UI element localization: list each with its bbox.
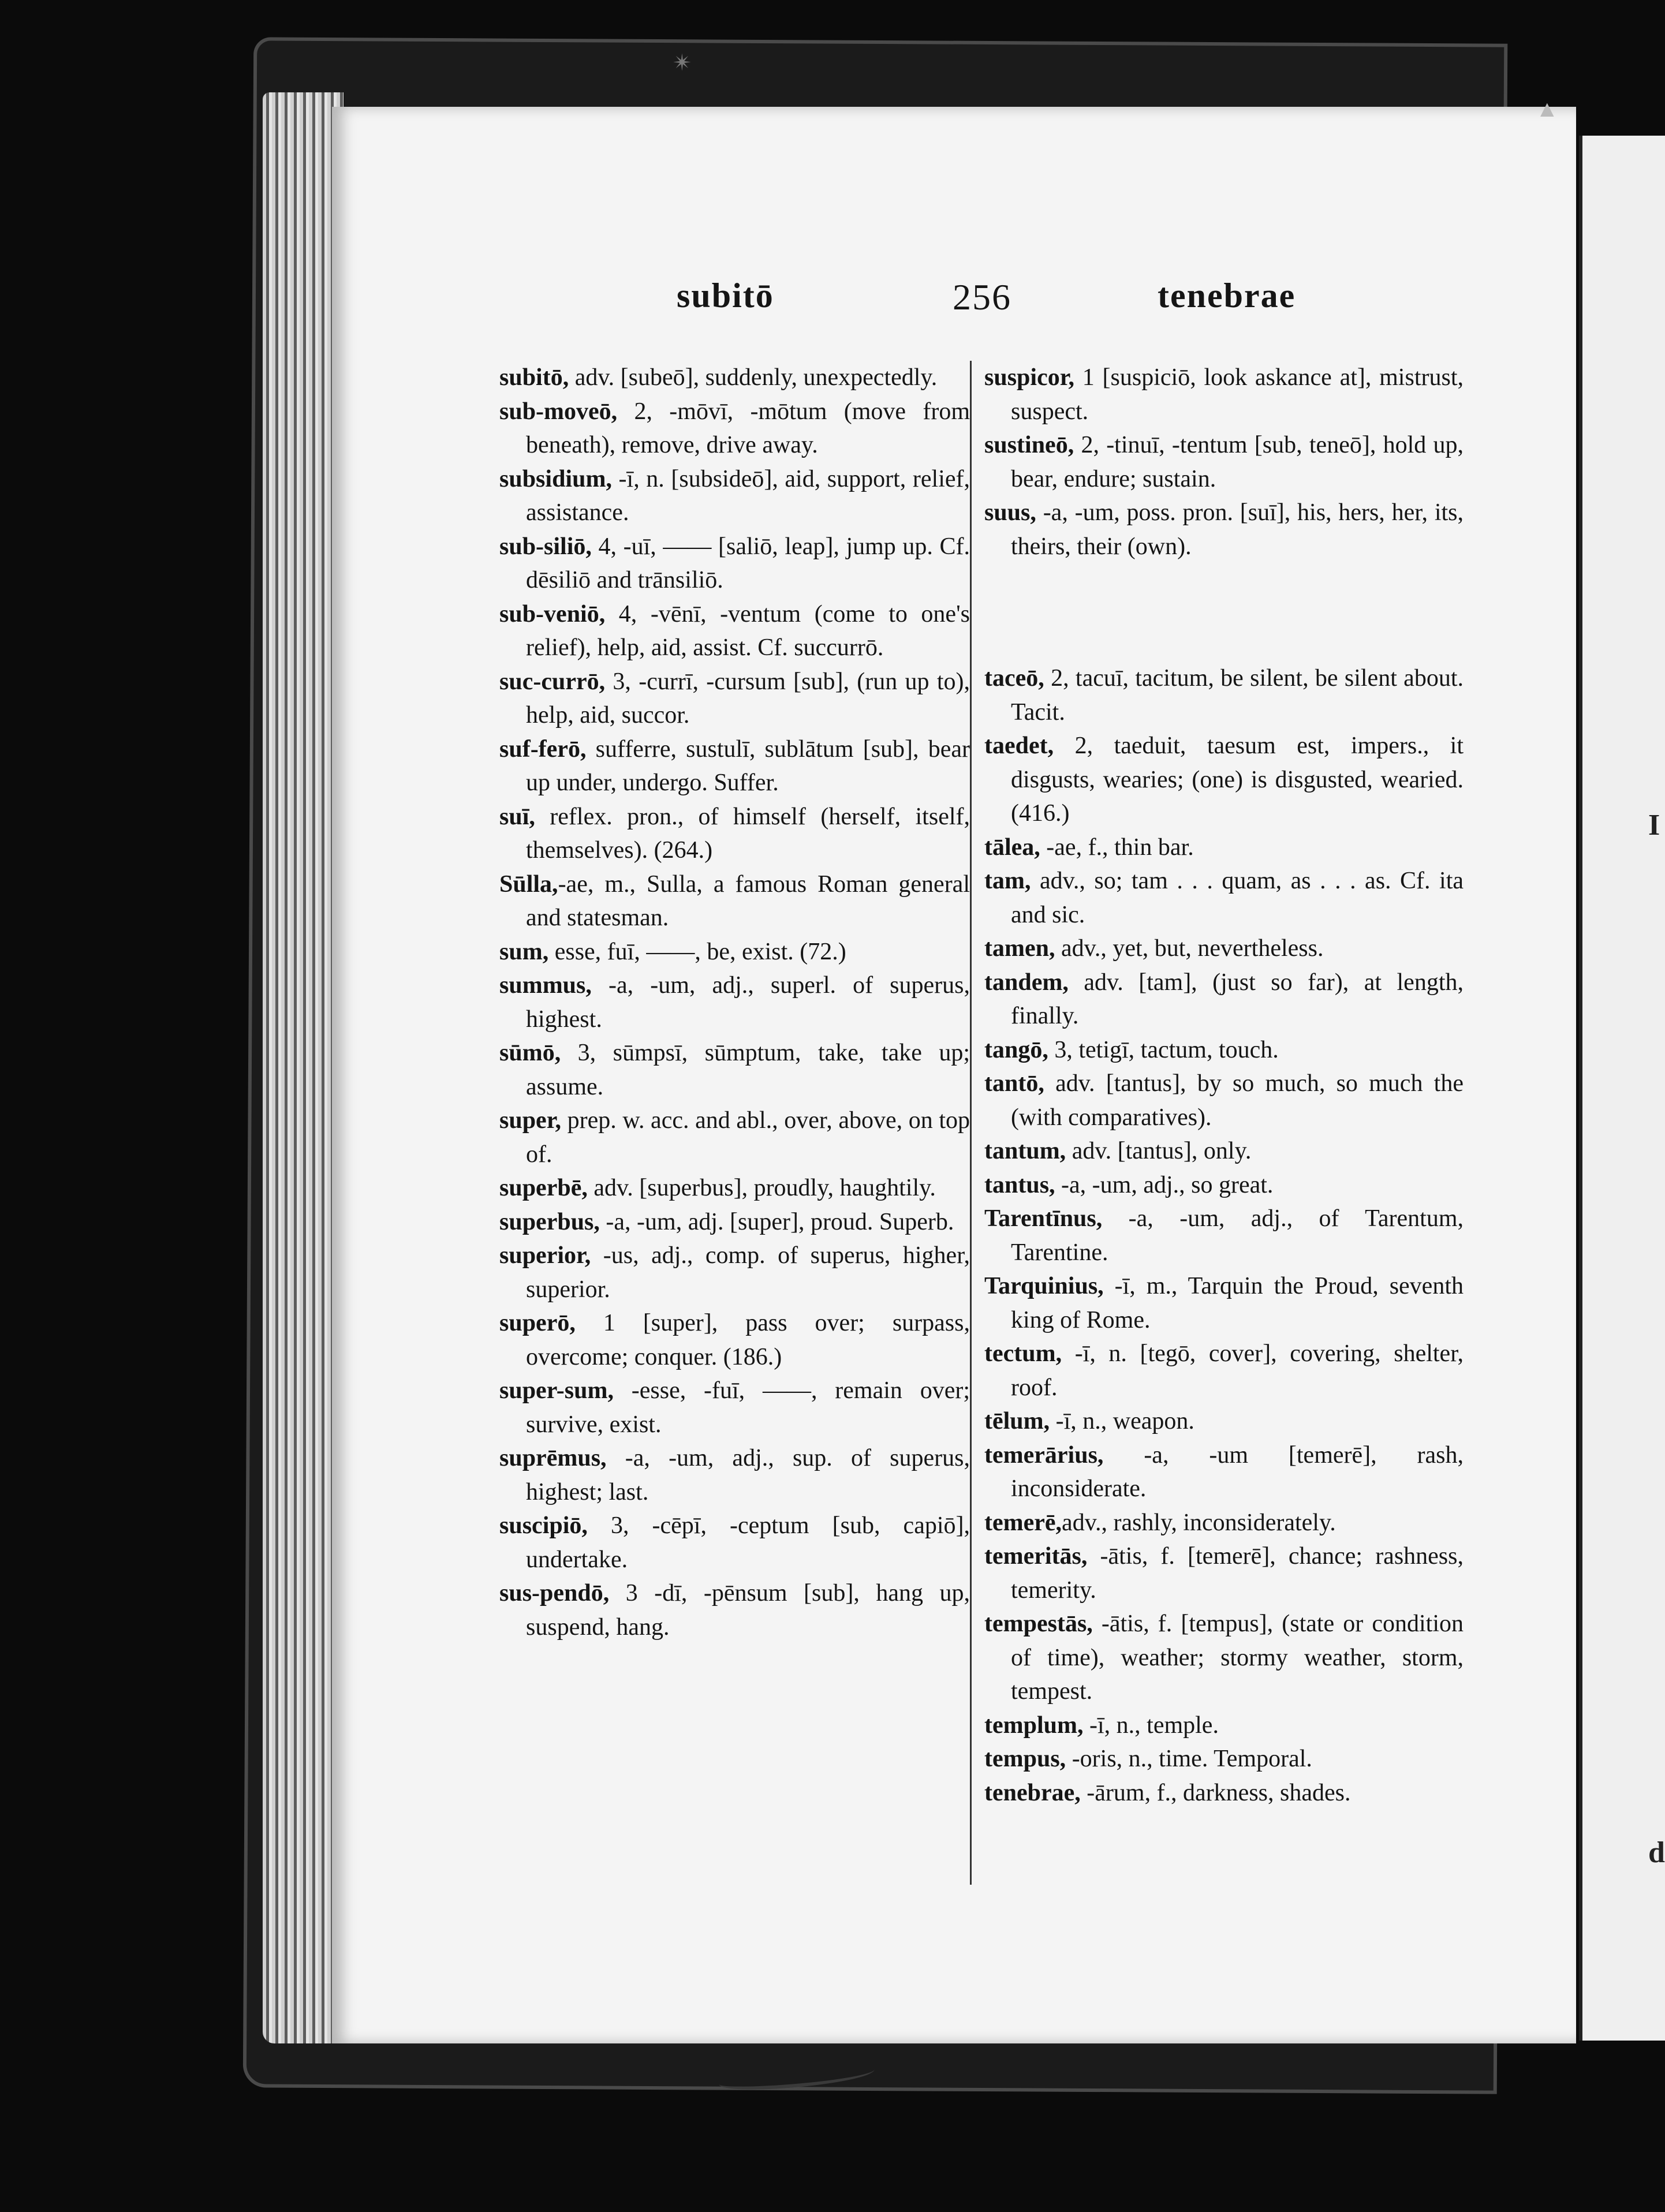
entry-headword: sum, [499, 938, 549, 965]
dictionary-entry [984, 1540, 1464, 1607]
entry-definition: adv. [tantus], only. [1066, 1138, 1252, 1164]
column-divider [970, 361, 972, 1885]
entry-definition: -a, -um, poss. pron. [suī], his, hers, her, its, theirs, their (own). [1011, 499, 1464, 560]
entry-definition: -a, -um, adj., sup. of superus, highest; last. [526, 1445, 970, 1505]
entry-headword: tam, [984, 868, 1031, 894]
entry-definition: sufferre, sustulī, sublātum [sub], bear up under, undergo. Suffer. [526, 735, 970, 796]
dictionary-entry [499, 1441, 970, 1509]
entry-headword: suscipiō, [499, 1512, 588, 1539]
running-head-left: subitō [677, 276, 774, 315]
entry-definition: 3 -dī, -pēnsum [sub], hang up, suspend, hang. [526, 1580, 970, 1641]
dictionary-entry [984, 1776, 1464, 1810]
dictionary-entry [499, 1374, 970, 1441]
entry-definition: 3, tetigī, tactum, touch. [1048, 1036, 1279, 1063]
right-column [984, 361, 1464, 1810]
entry-headword: suprēmus, [499, 1445, 607, 1471]
dictionary-entry [984, 428, 1464, 496]
entry-headword: tangō, [984, 1036, 1048, 1063]
entry-headword: tālea, [984, 834, 1040, 861]
entry-headword: sustineō, [984, 432, 1074, 458]
entry-definition: 2, taeduit, taesum est, impers., it disgusts, wearies; (one) is disgusted, wearied. (416.) [1011, 733, 1464, 827]
dictionary-entry [984, 1269, 1464, 1337]
dictionary-entry [499, 1306, 970, 1374]
entry-definition: adv. [subeō], suddenly, unexpectedly. [569, 364, 938, 391]
entry-definition: reflex. pron., of himself (herself, itself, themselves). (264.) [526, 803, 970, 864]
entry-definition: 2, -mōvī, -mōtum (move from beneath), remove, drive away. [526, 398, 970, 458]
entry-headword: suspicor, [984, 364, 1075, 391]
entry-headword: tamen, [984, 935, 1055, 962]
entry-definition: 1 [suspiciō, look askance at], mistrust, suspect. [1011, 364, 1464, 425]
entry-definition: 3, -cēpī, -ceptum [sub, capiō], undertake. [526, 1512, 970, 1573]
entry-headword: sub-siliō, [499, 533, 592, 560]
entry-definition: -a, -um [temerē], rash, inconsiderate. [1011, 1441, 1464, 1502]
dictionary-entry [499, 665, 970, 733]
entry-definition: adv., rashly, inconsiderately. [1062, 1509, 1336, 1536]
entry-definition: -ātis, f. [temerē], chance; rashness, temerity. [1011, 1543, 1464, 1604]
dictionary-entry [499, 868, 970, 935]
right-column-s-entries [984, 361, 1464, 563]
entry-definition: -ārum, f., darkness, shades. [1080, 1779, 1351, 1806]
entry-definition: -us, adj., comp. of superus, higher, superior. [526, 1242, 970, 1303]
dictionary-entry [984, 1404, 1464, 1438]
entry-headword: superō, [499, 1310, 576, 1336]
entry-headword: sūmō, [499, 1040, 561, 1066]
dictionary-entry [984, 1134, 1464, 1168]
dictionary-entry [984, 932, 1464, 966]
entry-headword: subsidium, [499, 465, 612, 492]
entry-headword: tempus, [984, 1746, 1066, 1772]
entry-headword: sus-pendō, [499, 1580, 610, 1606]
entry-headword: tantum, [984, 1138, 1066, 1164]
dictionary-entry [984, 361, 1464, 428]
entry-definition: -ī, n. [subsideō], aid, support, relief, assistance. [526, 465, 970, 526]
page-edges [263, 92, 344, 2043]
paper-fleck: ▲ [1536, 96, 1559, 122]
running-head-right: tenebrae [1158, 276, 1296, 315]
dictionary-entry [499, 935, 970, 969]
dictionary-entry [499, 1104, 970, 1171]
entry-headword: tandem, [984, 969, 1069, 996]
section-gap [984, 563, 1464, 662]
entry-headword: temerē, [984, 1509, 1062, 1536]
entry-headword: tenebrae, [984, 1779, 1081, 1806]
dictionary-entry [984, 864, 1464, 932]
entry-definition: -ī, n. [tegō, cover], covering, shelter, roof. [1011, 1340, 1464, 1401]
dictionary-entry [499, 969, 970, 1036]
entry-definition: adv., so; tam . . . quam, as . . . as. Cf. ita and sic. [1011, 868, 1464, 928]
dictionary-entry [499, 1036, 970, 1104]
dictionary-entry [499, 733, 970, 800]
dictionary-entry [984, 1438, 1464, 1506]
entry-headword: tectum, [984, 1340, 1062, 1367]
entry-headword: super-sum, [499, 1377, 614, 1404]
entry-headword: summus, [499, 972, 592, 999]
entry-headword: sub-moveō, [499, 398, 618, 425]
dictionary-entry [499, 1509, 970, 1576]
entry-definition: -ātis, f. [tempus], (state or condition of time), weather; stormy weather, storm, tempest. [1011, 1611, 1464, 1705]
dictionary-entry [499, 1239, 970, 1306]
dictionary-entry [499, 395, 970, 462]
entry-definition: 4, -uī, —— [saliō, leap], jump up. Cf. dēsiliō and trānsiliō. [526, 533, 970, 593]
entry-headword: suus, [984, 499, 1036, 526]
entry-headword: subitō, [499, 364, 569, 391]
entry-definition: 3, sūmpsī, sūmptum, take, take up; assume. [526, 1040, 970, 1100]
entry-definition: 2, -tinuī, -tentum [sub, teneō], hold up, bear, endure; sustain. [1011, 432, 1464, 492]
entry-headword: suf-ferō, [499, 735, 587, 763]
dictionary-entry [984, 496, 1464, 563]
entry-headword: Tarentīnus, [984, 1205, 1103, 1232]
paper-fleck: ✴ [673, 50, 692, 76]
entry-headword: temeritās, [984, 1543, 1088, 1570]
dictionary-entry [984, 1202, 1464, 1269]
entry-definition: -a, -um, adj., superl. of superus, highest. [526, 972, 970, 1033]
entry-headword: superbē, [499, 1175, 588, 1201]
dictionary-entry [984, 1067, 1464, 1134]
entry-definition: 2, tacuī, tacitum, be silent, be silent about. Tacit. [1011, 665, 1464, 726]
dictionary-entry [499, 800, 970, 868]
dictionary-entry [984, 729, 1464, 831]
entry-headword: suī, [499, 803, 535, 830]
entry-definition: -ī, n., weapon. [1050, 1408, 1194, 1434]
entry-headword: suc-currō, [499, 668, 606, 695]
entry-definition: prep. w. acc. and abl., over, above, on top of. [526, 1107, 970, 1168]
entry-definition: -a, -um, adj., of Tarentum, Tarentine. [1011, 1205, 1464, 1266]
entry-definition: -ī, n., temple. [1083, 1712, 1219, 1739]
dictionary-entry [984, 1742, 1464, 1776]
entry-definition: 3, -currī, -cursum [sub], (run up to), help, aid, succor. [526, 668, 970, 728]
dictionary-entry [499, 462, 970, 530]
right-column-t-entries [984, 662, 1464, 1810]
dictionary-entry [984, 1033, 1464, 1067]
dictionary-entry [984, 966, 1464, 1033]
dictionary-entry [984, 1506, 1464, 1540]
dictionary-entry [984, 1607, 1464, 1709]
dictionary-entry [499, 1171, 970, 1205]
entry-definition: -ī, m., Tarquin the Proud, seventh king of Rome. [1011, 1273, 1464, 1333]
next-page-mark: d [1648, 1836, 1665, 1869]
dictionary-entry [499, 361, 970, 395]
next-page-mark: I [1648, 809, 1660, 842]
entry-definition: adv. [superbus], proudly, haughtily. [587, 1175, 936, 1201]
entry-definition: 4, -vēnī, -ventum (come to one's relief), help, aid, assist. Cf. succurrō. [526, 600, 970, 661]
next-page-edge [1579, 136, 1665, 2041]
entry-headword: temerārius, [984, 1441, 1104, 1469]
entry-headword: tantō, [984, 1070, 1044, 1097]
dictionary-entry [499, 1576, 970, 1644]
dictionary-entry [984, 1168, 1464, 1202]
dictionary-entry [984, 831, 1464, 865]
entry-headword: templum, [984, 1712, 1084, 1739]
entry-definition: adv., yet, but, nevertheless. [1055, 935, 1324, 962]
dictionary-entry [499, 1205, 970, 1239]
entry-headword: tempestās, [984, 1611, 1093, 1637]
entry-definition: -oris, n., time. Temporal. [1066, 1746, 1312, 1772]
entry-definition: adv. [tantus], by so much, so much the (with comparatives). [1011, 1070, 1464, 1131]
dictionary-entry [984, 1709, 1464, 1743]
entry-definition: -ae, m., Sulla, a famous Roman general and statesman. [526, 870, 970, 931]
entry-headword: Tarquinius, [984, 1273, 1104, 1299]
entry-definition: -esse, -fuī, ——, remain over; survive, exist. [526, 1377, 970, 1438]
dictionary-entry [984, 1337, 1464, 1404]
page-number: 256 [953, 276, 1011, 317]
entry-headword: sub-veniō, [499, 600, 606, 627]
left-column [499, 361, 970, 1644]
entry-headword: tēlum, [984, 1408, 1050, 1434]
dictionary-entry [499, 597, 970, 665]
entry-headword: super, [499, 1107, 561, 1134]
entry-headword: tantus, [984, 1171, 1055, 1198]
entry-headword: Sūlla, [499, 870, 558, 898]
entry-definition: adv. [tam], (just so far), at length, finally. [1011, 969, 1464, 1029]
entry-definition: -a, -um, adj., so great. [1055, 1171, 1274, 1198]
entry-headword: taceō, [984, 665, 1044, 692]
entry-definition: esse, fuī, ——, be, exist. (72.) [548, 938, 846, 965]
entry-headword: superior, [499, 1242, 591, 1269]
entry-definition: -ae, f., thin bar. [1040, 834, 1194, 861]
entry-definition: 1 [super], pass over; surpass, overcome; conquer. (186.) [526, 1310, 970, 1370]
dictionary-entry [499, 530, 970, 597]
entry-definition: -a, -um, adj. [super], proud. Superb. [599, 1208, 954, 1235]
entry-headword: taedet, [984, 733, 1054, 759]
entry-headword: superbus, [499, 1208, 600, 1235]
dictionary-entry [984, 662, 1464, 729]
